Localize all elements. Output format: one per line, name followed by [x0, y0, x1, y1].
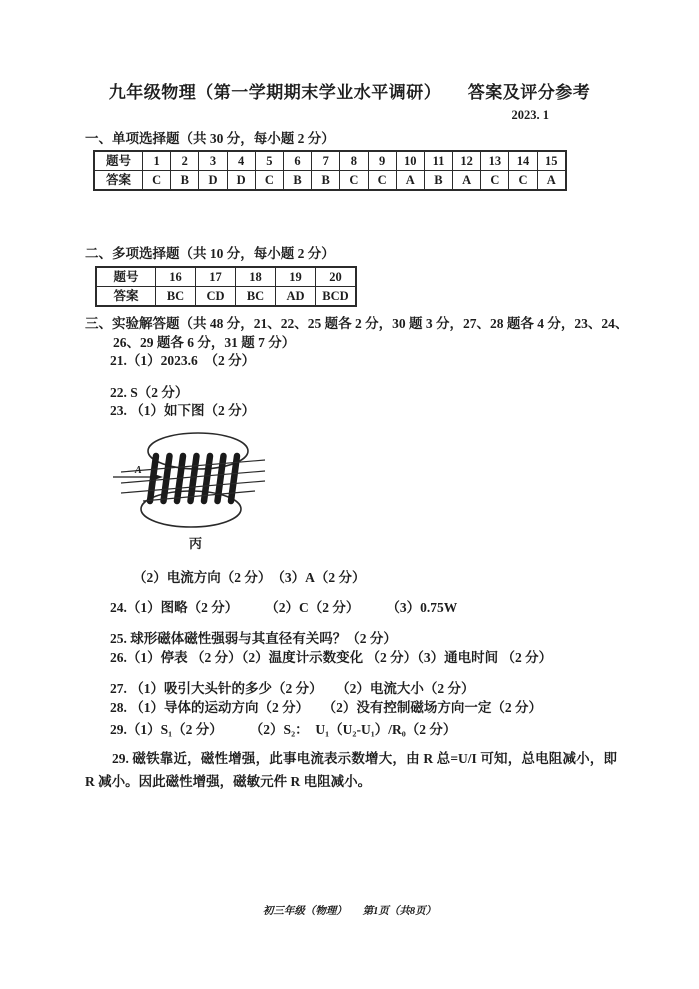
- answer-line-q23-part1: 23. （1）如下图（2 分）: [110, 403, 256, 418]
- table-row-numbers: [97, 268, 355, 286]
- question-number-cell: 7: [311, 152, 339, 170]
- answer-cell: B: [424, 171, 452, 189]
- question-number-cell: 2: [170, 152, 198, 170]
- answer-cell: B: [170, 171, 198, 189]
- page-footer: 初三年级（物理） 第1页（共8页）: [262, 906, 437, 917]
- table-row-answers: [97, 286, 355, 305]
- question-number-cell: 13: [480, 152, 508, 170]
- question-number-cell: 18: [235, 268, 275, 286]
- table-row-numbers: [95, 152, 565, 170]
- arrow-label: A: [135, 465, 142, 476]
- question-number-cell: 19: [275, 268, 315, 286]
- question-number-cell: 12: [452, 152, 480, 170]
- q29-explanation-paragraph: 29. 磁铁靠近，磁性增强，此事电流表示数增大，由 R 总=U/I 可知，总电阻减小，即 R 减小。因此磁性增强，磁敏元件 R 电阻减小。: [85, 751, 617, 789]
- answer-cells: [155, 287, 355, 305]
- question-number-cell: 20: [315, 268, 355, 286]
- answer-cell: BCD: [315, 287, 355, 305]
- answer-cell: C: [339, 171, 367, 189]
- multi-choice-answer-table: [95, 266, 357, 307]
- answer-cell: B: [311, 171, 339, 189]
- answer-line-q25: 25. 球形磁体磁性强弱与其直径有关吗？（2 分）: [110, 631, 397, 646]
- section-1-heading-text: 一、单项选择题: [85, 131, 180, 146]
- answer-line-q28: 28. （1）导体的运动方向（2 分） （2）没有控制磁场方向一定（2 分）: [110, 700, 542, 715]
- answer-cell: BC: [235, 287, 275, 305]
- question-number-cell: 17: [195, 268, 235, 286]
- answer-cell: BC: [155, 287, 195, 305]
- exam-date: 2023. 1: [511, 108, 549, 122]
- section-3-heading-note-line2: 26、29 题各 6 分，31 题 7 分）: [113, 335, 296, 350]
- question-number-cell: 8: [339, 152, 367, 170]
- answer-cell: B: [283, 171, 311, 189]
- coil-figure: [113, 422, 308, 554]
- question-number-cell: 6: [283, 152, 311, 170]
- answer-line-q21: 21.（1）2023.6 （2 分）: [110, 353, 256, 368]
- question-number-cell: 15: [537, 152, 565, 170]
- question-number-cell: 10: [396, 152, 424, 170]
- section-1-heading: [85, 127, 335, 147]
- number-row-label: 题号: [113, 270, 139, 284]
- question-number-cell: 11: [424, 152, 452, 170]
- answer-line-q22: 22. S（2 分）: [110, 385, 189, 400]
- answer-line-q27: 27. （1）吸引大头针的多少（2 分） （2）电流大小（2 分）: [110, 681, 475, 696]
- section-3-heading-note-line1: （共 48 分，21、22、25 题各 2 分，30 题 3 分，27、28 题各 4 分，23、24、: [179, 316, 629, 331]
- answer-line-q23-part2: （2）电流方向（2 分） （3）A（2 分）: [133, 570, 366, 585]
- answer-cells: [142, 171, 565, 189]
- table-row-answers: [95, 170, 565, 189]
- question-number-cell: 5: [255, 152, 283, 170]
- answer-cell: C: [480, 171, 508, 189]
- section-2-heading-note: （共 10 分，每小题 2 分）: [179, 246, 335, 261]
- answer-cell: A: [396, 171, 424, 189]
- question-number-cell: 14: [508, 152, 536, 170]
- answer-cell: A: [452, 171, 480, 189]
- answer-row-label: 答案: [105, 173, 131, 187]
- question-number-cell: 1: [142, 152, 170, 170]
- answer-cell: C: [508, 171, 536, 189]
- section-2-heading: [85, 242, 335, 262]
- section-3-heading: [85, 312, 628, 332]
- section-3-heading-text: 三、实验解答题: [85, 316, 180, 331]
- answer-cell: C: [255, 171, 283, 189]
- answer-line-q26: 26.（1）停表 （2 分）（2）温度计示数变化 （2 分）（3）通电时间 （2 分）: [110, 650, 553, 665]
- answer-line-q24: 24.（1）图略（2 分） （2）C（2 分） （3）0.75W: [110, 600, 458, 615]
- question-number-cell: 9: [368, 152, 396, 170]
- number-row-label: 题号: [105, 154, 131, 168]
- section-2-heading-text: 二、多项选择题: [85, 246, 180, 261]
- section-1-heading-note: （共 30 分，每小题 2 分）: [179, 131, 335, 146]
- answer-line-q29: 29.（1）S₁（2 分） （2）S₂： U₁（U₂-U₁）/R₀（2 分）: [110, 722, 457, 737]
- answer-cell: D: [227, 171, 255, 189]
- number-cells: [142, 152, 565, 170]
- answer-cell: AD: [275, 287, 315, 305]
- answer-cell: D: [198, 171, 226, 189]
- answer-cell: C: [368, 171, 396, 189]
- figure-caption: 丙: [189, 536, 203, 551]
- answer-cell: CD: [195, 287, 235, 305]
- question-number-cell: 16: [155, 268, 195, 286]
- question-number-cell: 3: [198, 152, 226, 170]
- single-choice-answer-table: [93, 150, 567, 191]
- answer-row-label: 答案: [113, 289, 139, 303]
- number-cells: [155, 268, 355, 286]
- answer-cell: C: [142, 171, 170, 189]
- answer-cell: A: [537, 171, 565, 189]
- page-title: 九年级物理（第一学期期末学业水平调研） 答案及评分参考: [108, 83, 591, 102]
- question-number-cell: 4: [227, 152, 255, 170]
